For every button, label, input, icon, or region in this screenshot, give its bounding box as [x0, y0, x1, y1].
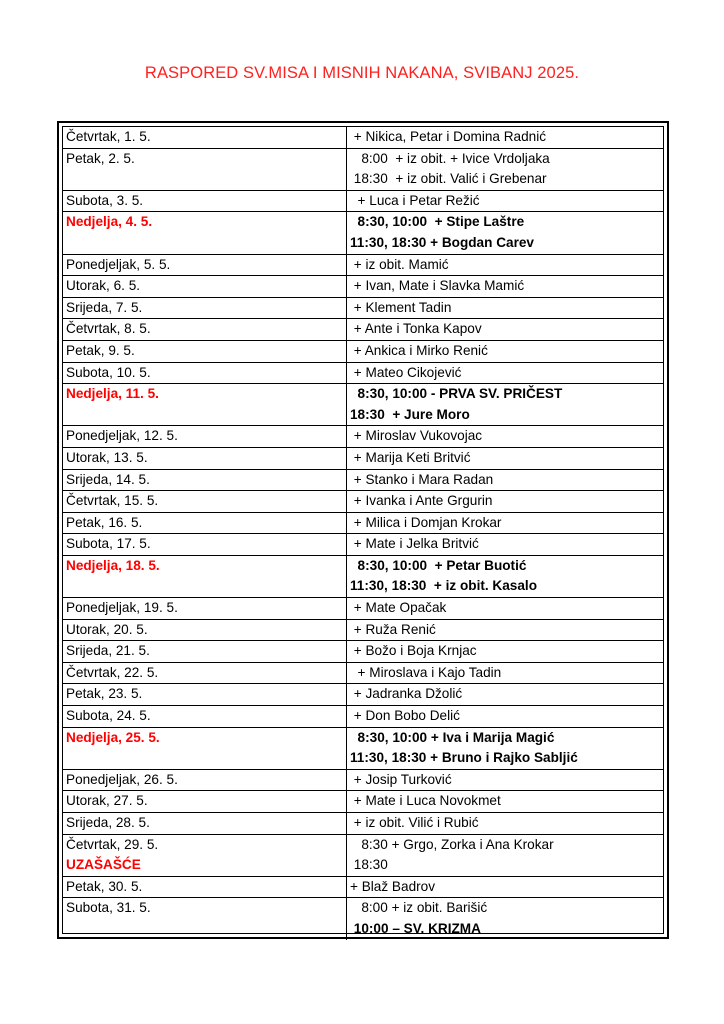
- schedule-day-cell: [63, 813, 347, 835]
- schedule-intention: + Stanko i Mara Radan: [350, 471, 494, 487]
- schedule-intention: + Mate i Jelka Britvić: [350, 536, 479, 552]
- schedule-row: [63, 706, 663, 728]
- schedule-day: Četvrtak, 29. 5.: [66, 836, 159, 852]
- schedule-day-cell: [63, 706, 347, 728]
- schedule-day: Subota, 3. 5.: [66, 192, 144, 208]
- schedule-intention-cell: [347, 362, 664, 384]
- schedule-intention-cell: [347, 619, 664, 641]
- schedule-row: [63, 297, 663, 319]
- schedule-intention-cell: [347, 727, 664, 769]
- schedule-intention-cell: [347, 127, 664, 148]
- schedule-day-cell: [63, 555, 347, 597]
- schedule-intention-cell: [347, 254, 664, 276]
- schedule-row: [63, 619, 663, 641]
- schedule-row: [63, 791, 663, 813]
- schedule-intention: 8:30, 10:00 - PRVA SV. PRIČEST: [350, 386, 563, 402]
- schedule-intention: 11:30, 18:30 + Bogdan Carev: [350, 234, 534, 250]
- schedule-table: [63, 127, 663, 940]
- schedule-day: Nedjelja, 25. 5.: [66, 729, 160, 745]
- schedule-row: [63, 512, 663, 534]
- schedule-intention: + Milica i Domjan Krokar: [350, 514, 502, 530]
- schedule-day: Petak, 23. 5.: [66, 686, 143, 702]
- schedule-intention-cell: [347, 662, 664, 684]
- schedule-row: [63, 447, 663, 469]
- schedule-intention: 8:30, 10:00 + Stipe Laštre: [350, 214, 525, 230]
- schedule-day-cell: [63, 362, 347, 384]
- schedule-intention-cell: [347, 148, 664, 190]
- schedule-intention: + Mate Opačak: [350, 600, 447, 616]
- schedule-day: Petak, 16. 5.: [66, 514, 143, 530]
- schedule-row: [63, 276, 663, 298]
- schedule-row: [63, 684, 663, 706]
- schedule-intention: 8:30, 10:00 + Petar Buotić: [350, 557, 527, 573]
- schedule-intention: + Jadranka Džolić: [350, 686, 463, 702]
- schedule-intention: + Blaž Badrov: [350, 878, 436, 894]
- schedule-day-cell: [63, 319, 347, 341]
- schedule-row: [63, 898, 663, 940]
- schedule-row: [63, 362, 663, 384]
- schedule-row: [63, 769, 663, 791]
- schedule-intention: + Marija Keti Britvić: [350, 449, 471, 465]
- schedule-day-cell: [63, 898, 347, 940]
- schedule-day-cell: [63, 276, 347, 298]
- schedule-row: [63, 491, 663, 513]
- schedule-day: Petak, 2. 5.: [66, 150, 135, 166]
- schedule-intention: + Ivanka i Ante Grgurin: [350, 493, 493, 509]
- schedule-intention-cell: [347, 212, 664, 254]
- schedule-day: Nedjelja, 18. 5.: [66, 557, 160, 573]
- page-title: RASPORED SV.MISA I MISNIH NAKANA, SVIBANJ 2025.: [144, 64, 580, 82]
- schedule-intention: 11:30, 18:30 + iz obit. Kasalo: [350, 578, 537, 594]
- schedule-inner-border: [62, 126, 664, 934]
- schedule-day-cell: [63, 469, 347, 491]
- schedule-day: Utorak, 13. 5.: [66, 449, 148, 465]
- schedule-day: Petak, 9. 5.: [66, 342, 135, 358]
- schedule-day-cell: [63, 834, 347, 876]
- schedule-day: Srijeda, 21. 5.: [66, 643, 150, 659]
- schedule-intention-cell: [347, 276, 664, 298]
- schedule-intention: 11:30, 18:30 + Bruno i Rajko Sabljić: [350, 750, 578, 766]
- schedule-intention-cell: [347, 469, 664, 491]
- schedule-intention-cell: [347, 297, 664, 319]
- schedule-day-cell: [63, 384, 347, 426]
- schedule-day-cell: [63, 297, 347, 319]
- schedule-day: Srijeda, 28. 5.: [66, 815, 150, 830]
- schedule-intention: + Božo i Boja Krnjac: [350, 643, 477, 659]
- schedule-intention-cell: [347, 555, 664, 597]
- schedule-day: Četvrtak, 1. 5.: [66, 129, 151, 144]
- schedule-row: [63, 662, 663, 684]
- schedule-day-cell: [63, 641, 347, 663]
- schedule-intention: 8:00 + iz obit. + Ivice Vrdoljaka: [350, 150, 550, 166]
- schedule-intention-highlight: 10:00 – SV. KRIZMA: [350, 920, 481, 936]
- schedule-intention: + Don Bobo Delić: [350, 708, 460, 724]
- schedule-intention: 8:30 + Grgo, Zorka i Ana Krokar: [350, 836, 554, 852]
- schedule-intention: + iz obit. Vilić i Rubić: [350, 815, 479, 830]
- schedule-day-cell: [63, 662, 347, 684]
- schedule-row: [63, 834, 663, 876]
- schedule-day: Nedjelja, 11. 5.: [66, 386, 159, 402]
- schedule-day: Srijeda, 14. 5.: [66, 471, 150, 487]
- schedule-intention: + Mateo Cikojević: [350, 364, 462, 380]
- schedule-row: [63, 598, 663, 620]
- schedule-intention-cell: [347, 447, 664, 469]
- schedule-row: [63, 127, 663, 148]
- schedule-frame: [57, 121, 669, 939]
- schedule-row: [63, 190, 663, 212]
- schedule-intention-cell: [347, 813, 664, 835]
- schedule-day: Subota, 24. 5.: [66, 708, 151, 724]
- schedule-row: [63, 426, 663, 448]
- schedule-intention: + iz obit. Mamić: [350, 256, 449, 272]
- schedule-row: [63, 212, 663, 254]
- schedule-intention: + Miroslav Vukovojac: [350, 428, 483, 444]
- schedule-day-cell: [63, 447, 347, 469]
- schedule-intention-cell: [347, 876, 664, 898]
- schedule-intention-cell: [347, 834, 664, 876]
- schedule-intention: + Ruža Renić: [350, 621, 436, 637]
- schedule-day-cell: [63, 148, 347, 190]
- schedule-intention: 8:30, 10:00 + Iva i Marija Magić: [350, 729, 555, 745]
- schedule-day: Četvrtak, 15. 5.: [66, 493, 159, 509]
- schedule-day: Subota, 10. 5.: [66, 364, 151, 380]
- schedule-intention: + Klement Tadin: [350, 299, 452, 315]
- schedule-intention-cell: [347, 598, 664, 620]
- schedule-table-body: [63, 127, 663, 940]
- schedule-intention-cell: [347, 706, 664, 728]
- schedule-row: [63, 340, 663, 362]
- schedule-row: [63, 469, 663, 491]
- schedule-row: [63, 876, 663, 898]
- schedule-day-cell: [63, 769, 347, 791]
- schedule-intention-cell: [347, 791, 664, 813]
- schedule-row: [63, 534, 663, 556]
- schedule-day-cell: [63, 791, 347, 813]
- schedule-day-cell: [63, 512, 347, 534]
- schedule-intention: 18:30: [350, 857, 388, 873]
- schedule-day: Četvrtak, 8. 5.: [66, 321, 151, 337]
- schedule-day: Utorak, 20. 5.: [66, 621, 148, 637]
- schedule-intention: + Ankica i Mirko Renić: [350, 342, 488, 358]
- schedule-day-cell: [63, 340, 347, 362]
- schedule-intention-cell: [347, 384, 664, 426]
- schedule-intention-cell: [347, 898, 664, 940]
- schedule-row: [63, 384, 663, 426]
- schedule-intention: 18:30 + Jure Moro: [350, 406, 470, 422]
- schedule-intention-cell: [347, 534, 664, 556]
- schedule-intention: + Mate i Luca Novokmet: [350, 793, 501, 809]
- schedule-row: [63, 254, 663, 276]
- schedule-intention: 8:00 + iz obit. Barišić: [350, 900, 488, 916]
- schedule-day: Subota, 31. 5.: [66, 900, 151, 916]
- schedule-intention: + Ivan, Mate i Slavka Mamić: [350, 278, 525, 294]
- schedule-day: Ponedjeljak, 5. 5.: [66, 256, 171, 272]
- schedule-intention: + Miroslava i Kajo Tadin: [350, 664, 502, 680]
- schedule-day: Četvrtak, 22. 5.: [66, 664, 159, 680]
- schedule-day-cell: [63, 876, 347, 898]
- schedule-day: Utorak, 27. 5.: [66, 793, 148, 809]
- schedule-day-cell: [63, 254, 347, 276]
- schedule-row: [63, 319, 663, 341]
- schedule-day: Ponedjeljak, 19. 5.: [66, 600, 178, 616]
- schedule-day-cell: [63, 684, 347, 706]
- schedule-day-cell: [63, 598, 347, 620]
- schedule-row: [63, 813, 663, 835]
- schedule-day-cell: [63, 534, 347, 556]
- schedule-day-cell: [63, 212, 347, 254]
- schedule-row: [63, 641, 663, 663]
- schedule-intention-cell: [347, 491, 664, 513]
- schedule-row: [63, 727, 663, 769]
- schedule-intention-cell: [347, 684, 664, 706]
- schedule-day: Subota, 17. 5.: [66, 536, 151, 552]
- schedule-day: Petak, 30. 5.: [66, 878, 143, 894]
- schedule-row: [63, 148, 663, 190]
- schedule-intention-cell: [347, 319, 664, 341]
- schedule-day-feast: UZAŠAŠĆE: [66, 857, 141, 873]
- schedule-day: Ponedjeljak, 12. 5.: [66, 428, 178, 444]
- schedule-day: Nedjelja, 4. 5.: [66, 214, 153, 230]
- schedule-day: Utorak, 6. 5.: [66, 278, 141, 294]
- schedule-day-cell: [63, 619, 347, 641]
- schedule-day-cell: [63, 190, 347, 212]
- schedule-intention-cell: [347, 190, 664, 212]
- schedule-intention-cell: [347, 426, 664, 448]
- schedule-day-cell: [63, 426, 347, 448]
- schedule-intention-cell: [347, 512, 664, 534]
- schedule-intention: + Ante i Tonka Kapov: [350, 321, 482, 337]
- schedule-intention: + Josip Turković: [350, 771, 452, 787]
- schedule-row: [63, 555, 663, 597]
- schedule-day-cell: [63, 491, 347, 513]
- schedule-day-cell: [63, 127, 347, 148]
- schedule-day-cell: [63, 727, 347, 769]
- schedule-intention: 18:30 + iz obit. Valić i Grebenar: [350, 171, 547, 187]
- schedule-intention-cell: [347, 340, 664, 362]
- schedule-day: Srijeda, 7. 5.: [66, 299, 143, 315]
- schedule-intention-cell: [347, 769, 664, 791]
- schedule-intention-cell: [347, 641, 664, 663]
- schedule-day: Ponedjeljak, 26. 5.: [66, 771, 178, 787]
- schedule-intention: + Luca i Petar Režić: [350, 192, 480, 208]
- schedule-intention: + Nikica, Petar i Domina Radnić: [350, 129, 547, 144]
